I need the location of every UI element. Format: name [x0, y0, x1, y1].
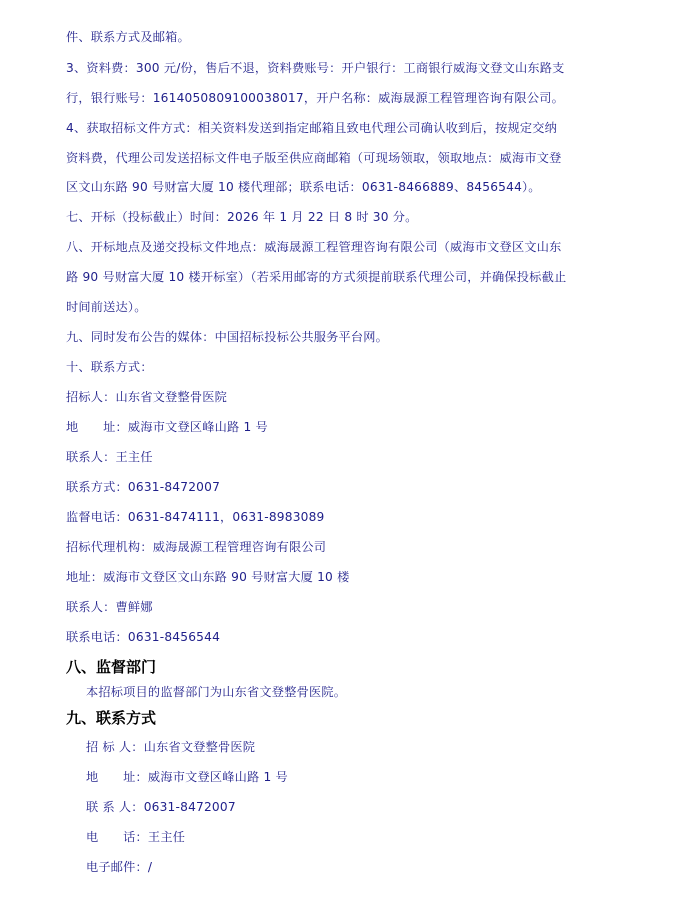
text-line: 地 址：威海市文登区峰山路 1 号	[66, 420, 268, 434]
text-line: 区文山东路 90 号财富大厦 10 楼代理部；联系电话：0631-8466889、8456544）。	[66, 180, 541, 194]
text-line: 八、开标地点及递交投标文件地点：威海晟源工程管理咨询有限公司（威海市文登区文山东	[66, 240, 562, 254]
text-line: 地址：威海市文登区文山东路 90 号财富大厦 10 楼	[66, 570, 350, 584]
text-line: 监督电话：0631-8474111，0631-8983089	[66, 510, 325, 524]
text-line: 行，银行账号：1614050809100038017，开户名称：威海晟源工程管理咨询有限公司。	[66, 91, 564, 105]
section-heading-supervision: 八、监督部门	[66, 658, 157, 676]
text-line: 招标人：山东省文登整骨医院	[66, 390, 228, 404]
contact-line: 电 话：王主任	[86, 830, 186, 844]
contact-line: 招 标 人：山东省文登整骨医院	[86, 740, 256, 754]
text-line: 十、联系方式：	[66, 360, 153, 374]
text-line: 联系电话：0631-8456544	[66, 630, 221, 644]
text-line: 七、开标（投标截止）时间：2026 年 1 月 22 日 8 时 30 分。	[66, 210, 418, 224]
text-line: 件、联系方式及邮箱。	[66, 30, 190, 44]
contact-line: 联 系 人：0631-8472007	[86, 800, 236, 814]
contact-line: 地 址：威海市文登区峰山路 1 号	[86, 770, 288, 784]
section-heading-contact: 九、联系方式	[66, 709, 157, 727]
text-line: 九、同时发布公告的媒体：中国招标投标公共服务平台网。	[66, 330, 389, 344]
text-line: 资料费，代理公司发送招标文件电子版至供应商邮箱（可现场领取，领取地点：威海市文登	[66, 151, 562, 165]
text-line: 路 90 号财富大厦 10 楼开标室）（若采用邮寄的方式须提前联系代理公司，并确保投标截止	[66, 270, 567, 284]
text-line: 招标代理机构：威海晟源工程管理咨询有限公司	[66, 540, 327, 554]
text-line: 联系方式：0631-8472007	[66, 480, 221, 494]
text-line: 联系人：王主任	[66, 450, 153, 464]
contact-line: 电子邮件：/	[86, 860, 153, 874]
text-line: 时间前送达）。	[66, 300, 147, 314]
text-line: 4、获取招标文件方式：相关资料发送到指定邮箱且致电代理公司确认收到后，按规定交纳	[66, 121, 558, 135]
supervision-text: 本招标项目的监督部门为山东省文登整骨医院。	[86, 685, 347, 699]
text-line: 3、资料费：300 元/份，售后不退，资料费账号：开户银行：工商银行威海文登文山东路支	[66, 61, 565, 75]
text-line: 联系人：曹鲜娜	[66, 600, 153, 614]
